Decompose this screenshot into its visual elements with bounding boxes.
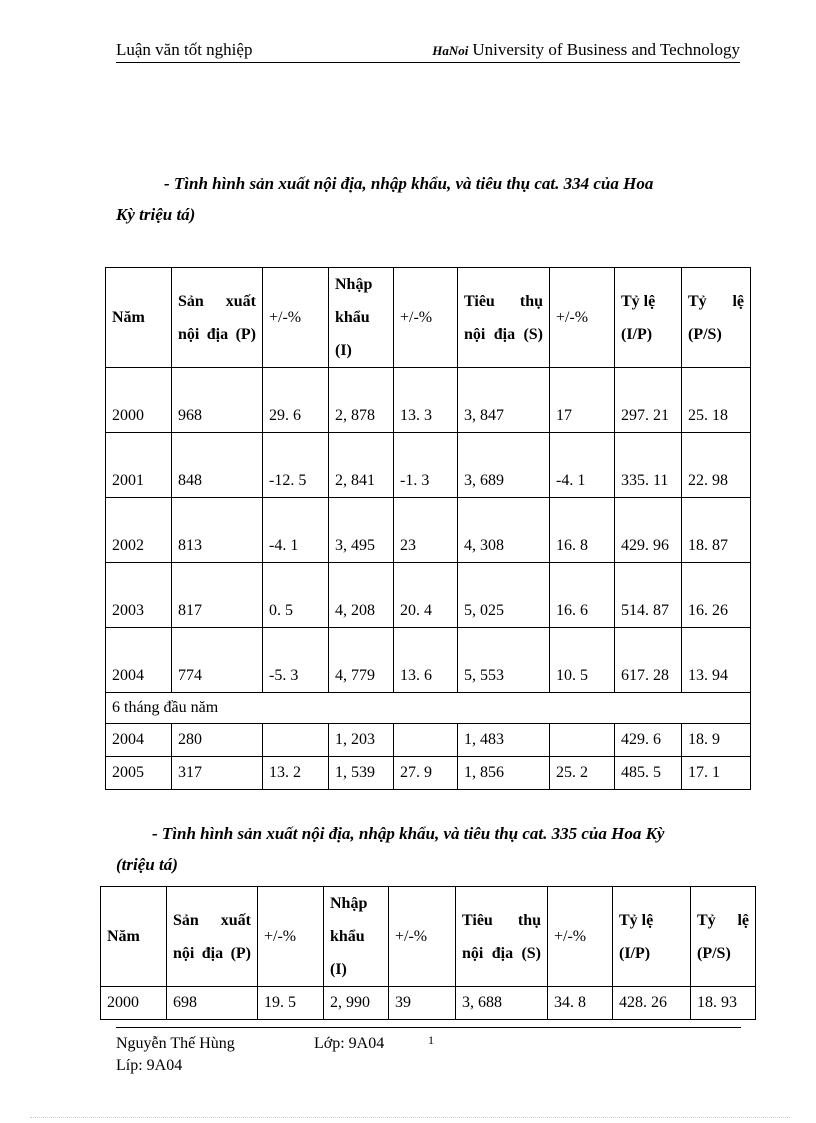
cell-consumption: 5, 553 <box>458 628 550 693</box>
cell-pct-import: 13. 3 <box>394 368 458 433</box>
cell-ratio-ip: 617. 28 <box>615 628 682 693</box>
col-header-pct-production: +/-% <box>263 268 329 368</box>
cell-ratio-ip: 429. 6 <box>615 724 682 757</box>
cell-pct-production: 13. 2 <box>263 757 329 790</box>
cell-pct-consumption: -4. 1 <box>550 433 615 498</box>
cell-ratio-ps: 18. 93 <box>691 987 756 1020</box>
cell-ratio-ps: 16. 26 <box>682 563 751 628</box>
cell-consumption: 1, 856 <box>458 757 550 790</box>
section1-heading <box>116 168 742 230</box>
cell-pct-import: 39 <box>389 987 456 1020</box>
page-header <box>116 38 740 63</box>
cell-production: 968 <box>172 368 263 433</box>
cell-pct-production: -12. 5 <box>263 433 329 498</box>
cell-ratio-ip: 297. 21 <box>615 368 682 433</box>
header-university-name: University of Business and Technology <box>472 40 740 59</box>
col-header-ratio-ip: Tỷ lệ (I/P) <box>615 268 682 368</box>
header-thesis-label: Luận văn tốt nghiệp <box>116 40 253 59</box>
table-row <box>106 628 751 693</box>
cell-ratio-ip: 514. 87 <box>615 563 682 628</box>
col-header-ratio-ps: Tỷ lệ (P/S) <box>682 268 751 368</box>
cell-pct-import: -1. 3 <box>394 433 458 498</box>
table-row <box>106 563 751 628</box>
col-header-import: Nhập khẩu (I) <box>324 887 389 987</box>
cell-production: 317 <box>172 757 263 790</box>
cell-pct-consumption: 16. 8 <box>550 498 615 563</box>
col-header-pct-production: +/-% <box>258 887 324 987</box>
cell-year: 2004 <box>106 628 172 693</box>
section-label-half-year: 6 tháng đầu năm <box>106 693 751 724</box>
cell-pct-import: 20. 4 <box>394 563 458 628</box>
col-header-consumption: Tiêu thụ nội địa (S) <box>458 268 550 368</box>
col-header-consumption: Tiêu thụ nội địa (S) <box>456 887 548 987</box>
cell-year: 2003 <box>106 563 172 628</box>
cell-pct-consumption: 34. 8 <box>548 987 613 1020</box>
footer-class: Lớp: 9A04 <box>314 1035 385 1052</box>
section1-title-line1: - Tình hình sản xuất nội địa, nhập khẩu, và tiêu thụ cat. 334 của Hoa <box>164 174 654 193</box>
cell-ratio-ps: 18. 87 <box>682 498 751 563</box>
cell-ratio-ps: 25. 18 <box>682 368 751 433</box>
cell-year: 2000 <box>101 987 167 1020</box>
cell-pct-production: 0. 5 <box>263 563 329 628</box>
cell-import: 2, 878 <box>329 368 394 433</box>
cell-year: 2002 <box>106 498 172 563</box>
footer-divider <box>116 1027 741 1028</box>
cell-year: 2000 <box>106 368 172 433</box>
page-number: 1 <box>428 1033 434 1047</box>
cell-year: 2005 <box>106 757 172 790</box>
cell-ratio-ps: 22. 98 <box>682 433 751 498</box>
col-header-year: Năm <box>101 887 167 987</box>
table-row <box>106 724 751 757</box>
cell-pct-production <box>263 724 329 757</box>
cell-import: 1, 203 <box>329 724 394 757</box>
col-header-production: Sản xuất nội địa (P) <box>167 887 258 987</box>
header-script-logo: HaNoi <box>432 43 469 58</box>
section2-title-line1: - Tình hình sản xuất nội địa, nhập khẩu, và tiêu thụ cat. 335 của Hoa Kỳ <box>152 824 665 843</box>
cell-ratio-ip: 428. 26 <box>613 987 691 1020</box>
cell-pct-consumption <box>550 724 615 757</box>
cell-consumption: 5, 025 <box>458 563 550 628</box>
col-header-pct-import: +/-% <box>394 268 458 368</box>
cell-consumption: 4, 308 <box>458 498 550 563</box>
col-header-pct-consumption: +/-% <box>550 268 615 368</box>
cell-import: 1, 539 <box>329 757 394 790</box>
cell-consumption: 1, 483 <box>458 724 550 757</box>
cell-year: 2004 <box>106 724 172 757</box>
cell-pct-consumption: 25. 2 <box>550 757 615 790</box>
cell-production: 774 <box>172 628 263 693</box>
cell-year: 2001 <box>106 433 172 498</box>
cell-pct-import: 13. 6 <box>394 628 458 693</box>
table-row <box>106 433 751 498</box>
footer-author-name: Nguyễn Thế Hùng <box>116 1035 235 1052</box>
footer-class-line2: Líp: 9A04 <box>116 1057 183 1074</box>
section2-heading <box>116 818 742 880</box>
table-row <box>106 368 751 433</box>
page-bottom-border <box>30 1117 790 1118</box>
cell-import: 4, 779 <box>329 628 394 693</box>
col-header-pct-import: +/-% <box>389 887 456 987</box>
col-header-pct-consumption: +/-% <box>548 887 613 987</box>
cell-pct-consumption: 10. 5 <box>550 628 615 693</box>
cell-production: 848 <box>172 433 263 498</box>
cell-production: 813 <box>172 498 263 563</box>
cell-pct-production: -4. 1 <box>263 498 329 563</box>
col-header-ratio-ip: Tỷ lệ (I/P) <box>613 887 691 987</box>
page-footer <box>116 1033 434 1077</box>
section1-table <box>105 267 751 790</box>
cell-pct-import: 23 <box>394 498 458 563</box>
header-university <box>432 40 740 60</box>
cell-production: 698 <box>167 987 258 1020</box>
col-header-ratio-ps: Tỷ lệ (P/S) <box>691 887 756 987</box>
cell-pct-consumption: 17 <box>550 368 615 433</box>
cell-ratio-ip: 335. 11 <box>615 433 682 498</box>
cell-pct-consumption: 16. 6 <box>550 563 615 628</box>
cell-ratio-ps: 17. 1 <box>682 757 751 790</box>
cell-consumption: 3, 689 <box>458 433 550 498</box>
cell-import: 2, 990 <box>324 987 389 1020</box>
cell-consumption: 3, 847 <box>458 368 550 433</box>
table-row <box>106 757 751 790</box>
cell-ratio-ps: 18. 9 <box>682 724 751 757</box>
section2-title-line2: (triệu tá) <box>116 855 178 874</box>
col-header-year: Năm <box>106 268 172 368</box>
cell-ratio-ip: 429. 96 <box>615 498 682 563</box>
cell-production: 280 <box>172 724 263 757</box>
cell-consumption: 3, 688 <box>456 987 548 1020</box>
col-header-import: Nhập khẩu (I) <box>329 268 394 368</box>
cell-pct-production: 19. 5 <box>258 987 324 1020</box>
cell-import: 4, 208 <box>329 563 394 628</box>
cell-pct-import: 27. 9 <box>394 757 458 790</box>
cell-import: 2, 841 <box>329 433 394 498</box>
cell-pct-import <box>394 724 458 757</box>
section1-title-line2: Kỳ triệu tá) <box>116 205 196 224</box>
cell-production: 817 <box>172 563 263 628</box>
cell-import: 3, 495 <box>329 498 394 563</box>
table-row <box>101 987 756 1020</box>
col-header-production: Sản xuất nội địa (P) <box>172 268 263 368</box>
section2-table <box>100 886 756 1020</box>
cell-pct-production: -5. 3 <box>263 628 329 693</box>
cell-pct-production: 29. 6 <box>263 368 329 433</box>
table-header-row <box>101 887 756 987</box>
cell-ratio-ps: 13. 94 <box>682 628 751 693</box>
table-header-row <box>106 268 751 368</box>
table-section-row <box>106 693 751 724</box>
table-row <box>106 498 751 563</box>
cell-ratio-ip: 485. 5 <box>615 757 682 790</box>
